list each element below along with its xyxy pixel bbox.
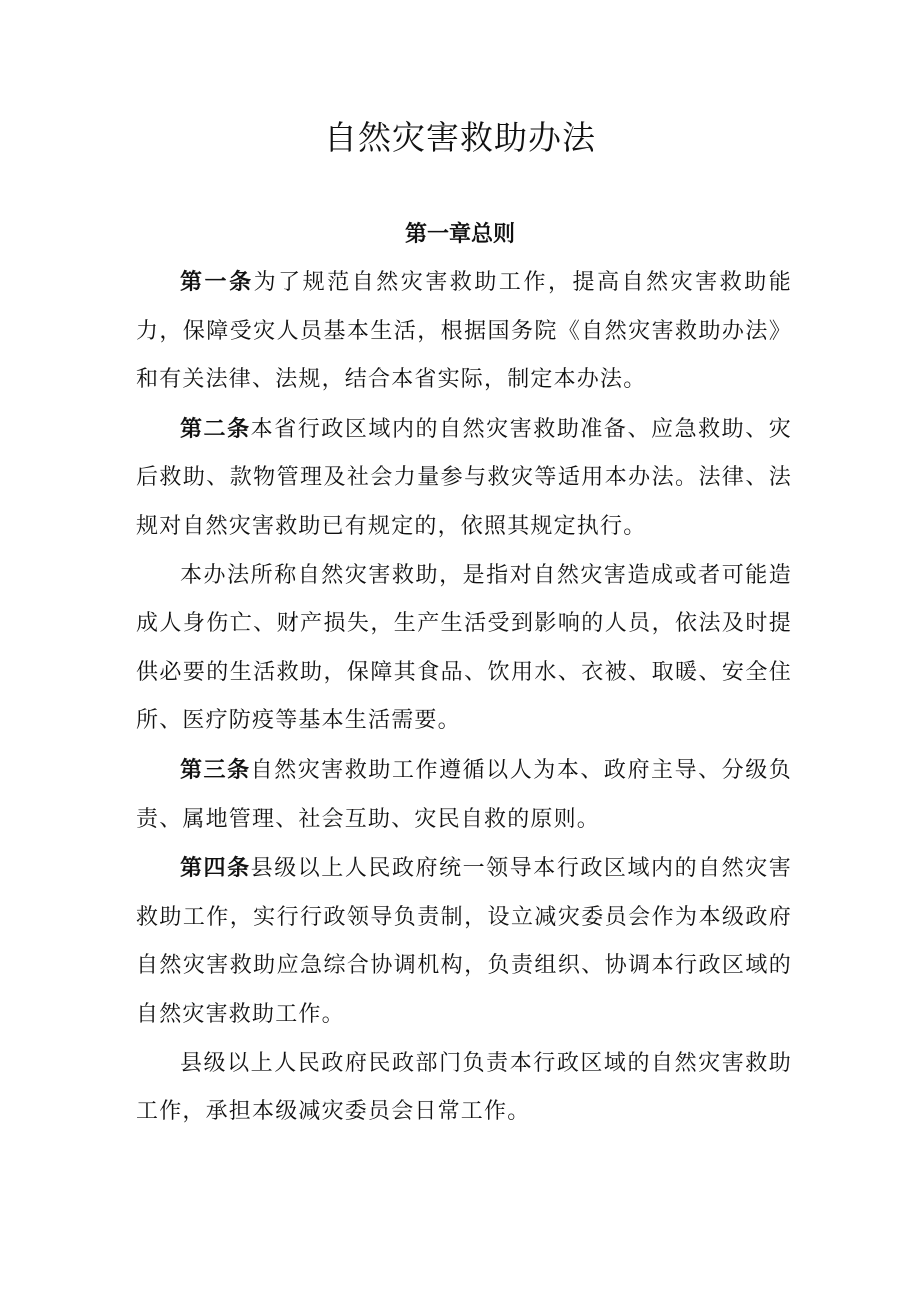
- paragraph-article-4-continued: [136, 1040, 792, 1137]
- article-number: 第三条: [180, 756, 251, 783]
- paragraph-article-1: [136, 258, 792, 405]
- document-body: [136, 258, 792, 1137]
- article-number: 第一条: [180, 269, 254, 295]
- paragraph-text: 县级以上人民政府统一领导本行政区域内的自然灾害救助工作，实行行政领导负责制，设立减灾委员会作为本级政府自然灾害救助应急综合协调机构，负责组织、协调本行政区域的自然灾害救助工作。: [136, 856, 792, 1027]
- paragraph-article-2-continued: [136, 552, 792, 746]
- article-number: 第四条: [180, 855, 251, 882]
- paragraph-text: 本办法所称自然灾害救助，是指对自然灾害造成或者可能造成人身伤亡、财产损失，生产生活受到影响的人员，依法及时提供必要的生活救助，保障其食品、饮用水、衣被、取暖、安全住所、医疗防疫等基本生活需要。: [136, 562, 792, 734]
- paragraph-text: 县级以上人民政府民政部门负责本行政区域的自然灾害救助工作，承担本级减灾委员会日常工作。: [136, 1050, 792, 1125]
- document-title: 自然灾害救助办法: [324, 118, 596, 157]
- paragraph-text: 为了规范自然灾害救助工作，提高自然灾害救助能力，保障受灾人员基本生活，根据国务院《自然灾害救助办法》和有关法律、法规，结合本省实际，制定本办法。: [136, 270, 792, 393]
- paragraph-article-3: [136, 746, 792, 844]
- paragraph-article-2: [136, 405, 792, 552]
- paragraph-article-4: [136, 844, 792, 1039]
- article-number: 第二条: [180, 415, 251, 442]
- paragraph-text: 自然灾害救助工作遵循以人为本、政府主导、分级负责、属地管理、社会互助、灾民自救的原则。: [136, 757, 792, 832]
- paragraph-text: 本省行政区域内的自然灾害救助准备、应急救助、灾后救助、款物管理及社会力量参与救灾等适用本办法。法律、法规对自然灾害救助已有规定的，依照其规定执行。: [136, 416, 792, 539]
- chapter-title: 第一章总则: [404, 221, 515, 247]
